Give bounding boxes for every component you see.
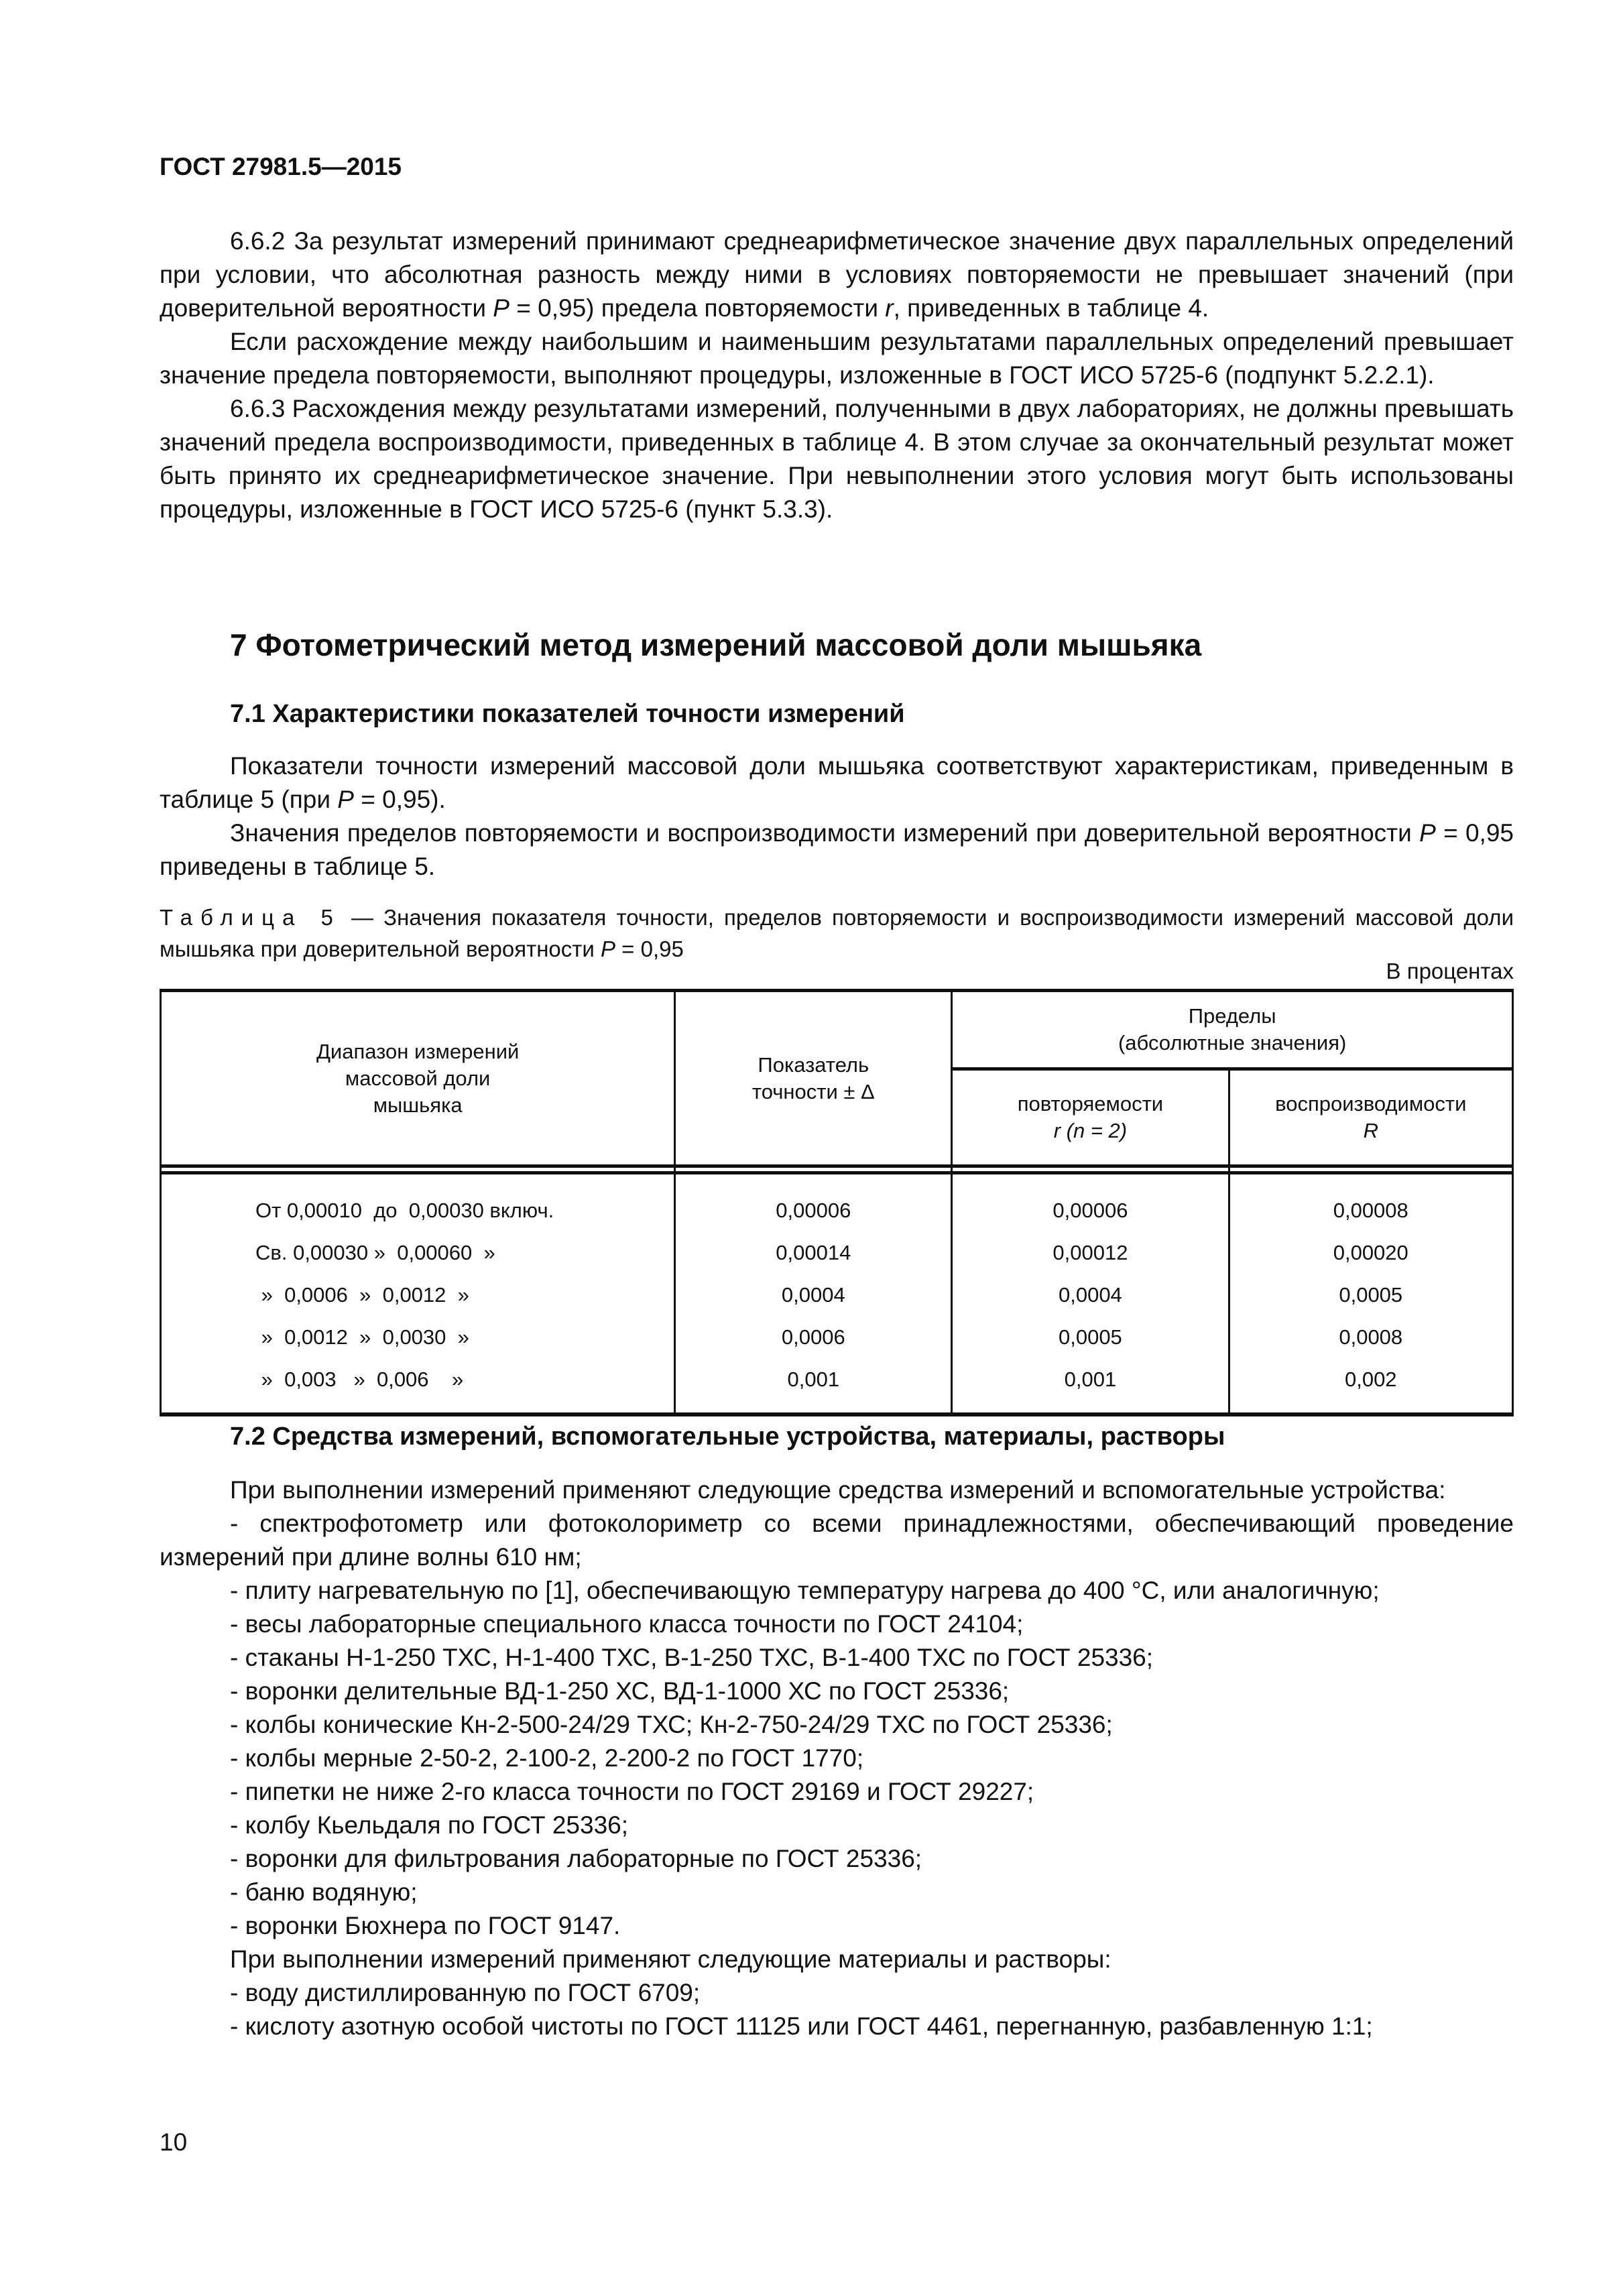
paragraph-divergence: Если расхождение между наибольшим и наименьшим результатами параллельных определений превышает значение предела повторяемости, выполняют процедуры, изложенные в ГОСТ ИСО 5725-6 (подпункт 5.2.2.1).: [160, 328, 1514, 389]
header-text: массовой доли: [345, 1066, 491, 1090]
paragraph-6-6-3: 6.6.3 Расхождения между результатами измерений, полученными в двух лабораториях, не должны превышать значений предела воспроизводимости, приведенных в таблице 4. В этом случае за окончательный результат может быть принято их среднеарифметическое значение. При невыполнении этого условия могут быть использованы процедуры, изложенные в ГОСТ ИСО 5725-6 (пункт 5.3.3).: [160, 395, 1514, 523]
cell-range: » 0,0012 » 0,0030 »: [161, 1316, 675, 1358]
cell-repeatability: 0,001: [952, 1358, 1229, 1414]
table-row: [161, 1231, 1513, 1274]
section-7-1-heading: 7.1 Характеристики показателей точности измерений: [230, 700, 905, 728]
list-item: - колбы конические Кн-2-500-24/29 ТХС; Кн-2-750-24/29 ТХС по ГОСТ 25336;: [230, 1711, 1113, 1738]
list-item: - баню водяную;: [230, 1878, 418, 1906]
section-6-6: [160, 225, 1514, 526]
symbol-p: P: [1419, 819, 1436, 847]
text: = 0,95 приведены в таблице 5.: [160, 819, 1514, 880]
header-reproducibility: [1229, 1069, 1512, 1166]
cell-range: От 0,00010 до 0,00030 включ.: [161, 1173, 675, 1232]
cell-accuracy: 0,00014: [675, 1231, 952, 1274]
list-item: - кислоту азотную особой чистоты по ГОСТ 11125 или ГОСТ 4461, перегнанную, разбавленную 1:1;: [230, 2012, 1373, 2040]
text: , приведенных в таблице 4.: [893, 294, 1209, 322]
header-accuracy: [675, 991, 952, 1166]
cell-range: » 0,003 » 0,006 »: [161, 1358, 675, 1414]
list-item: - весы лабораторные специального класса точности по ГОСТ 24104;: [230, 1610, 1024, 1638]
list-item: - спектрофотометр или фотоколориметр со всеми принадлежностями, обеспечивающий проведение измерений при длине волны 610 нм;: [160, 1510, 1514, 1571]
text: Значения пределов повторяемости и воспроизводимости измерений при доверительной вероятности: [230, 819, 1420, 847]
cell-repeatability: 0,00006: [952, 1173, 1229, 1232]
list-item: - воронки делительные ВД-1-250 ХС, ВД-1-1000 ХС по ГОСТ 25336;: [230, 1677, 1010, 1705]
cell-accuracy: 0,00006: [675, 1173, 952, 1232]
cell-range: Св. 0,00030 » 0,00060 »: [161, 1231, 675, 1274]
page-number: 10: [160, 2128, 188, 2156]
cell-repeatability: 0,00012: [952, 1231, 1229, 1274]
header-text: R: [1363, 1119, 1378, 1142]
list-item: - колбы мерные 2-50-2, 2-100-2, 2-200-2 по ГОСТ 1770;: [230, 1744, 864, 1772]
cell-repeatability: 0,0004: [952, 1274, 1229, 1316]
header-text: Пределы: [1188, 1004, 1276, 1028]
cell-reproducibility: 0,00020: [1229, 1231, 1512, 1274]
header-text: мышьяка: [373, 1093, 463, 1117]
list-item: - колбу Кьельдаля по ГОСТ 25336;: [230, 1811, 629, 1839]
instruments-list: [160, 1507, 1514, 1943]
cell-reproducibility: 0,00008: [1229, 1173, 1512, 1232]
header-text: точности ± Δ: [752, 1079, 875, 1103]
cell-reproducibility: 0,0005: [1229, 1274, 1512, 1316]
table-row: [161, 1316, 1513, 1358]
list-item: - воронки для фильтрования лабораторные по ГОСТ 25336;: [230, 1845, 922, 1872]
table-5: [160, 989, 1514, 1416]
header-text: Показатель: [758, 1052, 869, 1077]
text: = 0,95).: [353, 786, 446, 813]
text: 6.6.2 За результат измерений принимают среднеарифметическое значение двух параллельных определений при условии, что абсолютная разность между ними в условиях повторяемости не превышает значений (при доверительной вероятности: [160, 227, 1514, 322]
text: Показатели точности измерений массовой доли мышьяка соответствуют характеристикам, приведенным в таблице 5 (при: [160, 752, 1514, 813]
symbol-r: r: [885, 294, 894, 322]
section-7-1: [160, 697, 1514, 884]
table-units: В процентах: [1386, 959, 1514, 983]
section-7-2-heading: 7.2 Средства измерений, вспомогательные устройства, материалы, растворы: [230, 1423, 1225, 1451]
list-item: - воду дистиллированную по ГОСТ 6709;: [230, 1979, 701, 2006]
section-7-2: [160, 1420, 1514, 2043]
cell-accuracy: 0,0006: [675, 1316, 952, 1358]
header-text: (абсолютные значения): [1118, 1031, 1347, 1054]
caption-label: Таблица 5: [160, 905, 341, 930]
header-text: Диапазон измерений: [316, 1039, 520, 1063]
cell-accuracy: 0,001: [675, 1358, 952, 1414]
table-row: [161, 1274, 1513, 1316]
table-row: [161, 1173, 1513, 1232]
cell-reproducibility: 0,0008: [1229, 1316, 1512, 1358]
instruments-intro: При выполнении измерений применяют следующие средства измерений и вспомогательные устройства:: [230, 1476, 1446, 1504]
header-text: воспроизводимости: [1275, 1092, 1467, 1115]
text: = 0,95) предела повторяемости: [509, 294, 886, 322]
cell-range: » 0,0006 » 0,0012 »: [161, 1274, 675, 1316]
symbol-p: P: [337, 786, 354, 813]
paragraph-7-1-b: [160, 817, 1514, 884]
list-item: - воронки Бюхнера по ГОСТ 9147.: [230, 1912, 621, 1939]
cell-accuracy: 0,0004: [675, 1274, 952, 1316]
symbol-p: P: [601, 936, 616, 961]
header-range: [161, 991, 675, 1166]
header-text: r (n = 2): [1053, 1119, 1128, 1142]
header-limits: [952, 991, 1513, 1069]
header-repeatability: [952, 1069, 1229, 1166]
materials-list: [160, 1976, 1514, 2043]
document-id: ГОСТ 27981.5—2015: [160, 153, 402, 180]
cell-reproducibility: 0,002: [1229, 1358, 1512, 1414]
paragraph-7-1-a: [160, 749, 1514, 817]
caption-end: = 0,95: [615, 936, 684, 961]
caption-text: — Значения показателя точности, пределов повторяемости и воспроизводимости измерений массовой доли мышьяка при доверительной вероятности: [160, 905, 1514, 961]
list-item: - пипетки не ниже 2-го класса точности по ГОСТ 29169 и ГОСТ 29227;: [230, 1778, 1034, 1805]
list-item: - плиту нагревательную по [1], обеспечивающую температуру нагрева до 400 °С, или аналогичную;: [230, 1577, 1380, 1604]
cell-repeatability: 0,0005: [952, 1316, 1229, 1358]
table-row: [161, 1358, 1513, 1414]
table-5-caption: [160, 902, 1514, 965]
paragraph-6-6-2: [160, 225, 1514, 325]
list-item: - стаканы Н-1-250 ТХС, Н-1-400 ТХС, В-1-250 ТХС, В-1-400 ТХС по ГОСТ 25336;: [230, 1644, 1154, 1671]
section-7-heading: 7 Фотометрический метод измерений массовой доли мышьяка: [230, 627, 1202, 662]
materials-intro: При выполнении измерений применяют следующие материалы и растворы:: [230, 1945, 1111, 1973]
header-text: повторяемости: [1017, 1092, 1164, 1115]
symbol-p: P: [493, 294, 509, 322]
